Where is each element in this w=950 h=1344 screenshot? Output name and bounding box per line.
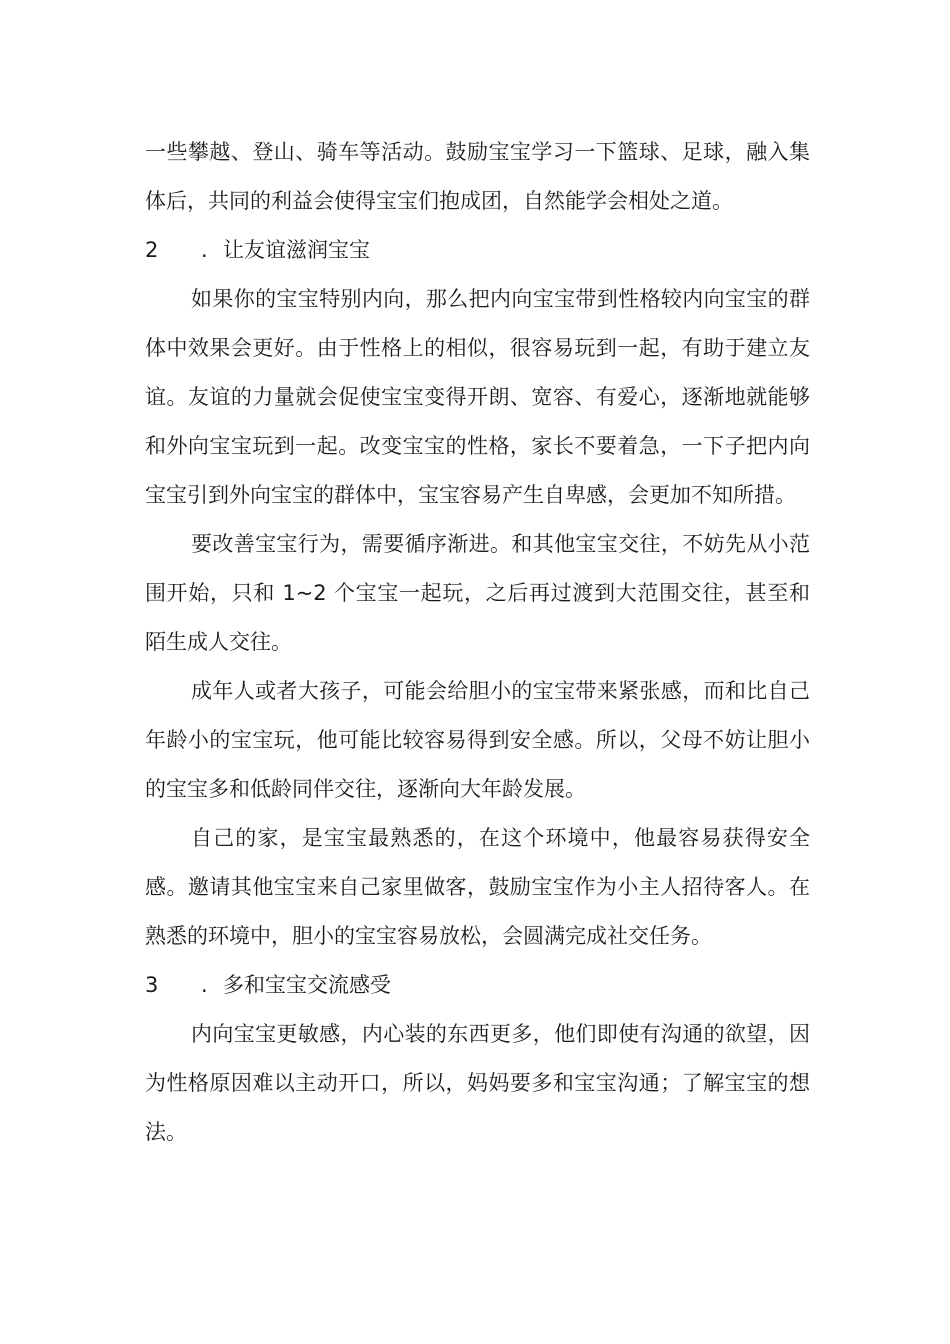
section-number: 3 [145, 973, 159, 997]
paragraph-3: 要改善宝宝行为，需要循序渐进。和其他宝宝交往，不妨先从小范围开始，只和 1~2 个宝宝一起玩，之后再过渡到大范围交往，甚至和陌生成人交往。 [145, 532, 810, 654]
section-heading-3 [145, 961, 810, 1010]
section-heading-2 [145, 226, 810, 275]
section-dot: . [201, 238, 208, 262]
paragraph-1: 一些攀越、登山、骑车等活动。鼓励宝宝学习一下篮球、足球，融入集体后，共同的利益会使得宝宝们抱成团，自然能学会相处之道。 [145, 140, 810, 213]
document-body [145, 128, 810, 1157]
paragraph-5: 自己的家，是宝宝最熟悉的，在这个环境中，他最容易获得安全感。邀请其他宝宝来自己家里做客，鼓励宝宝作为小主人招待客人。在熟悉的环境中，胆小的宝宝容易放松，会圆满完成社交任务。 [145, 826, 810, 948]
paragraph-2: 如果你的宝宝特别内向，那么把内向宝宝带到性格较内向宝宝的群体中效果会更好。由于性格上的相似，很容易玩到一起，有助于建立友谊。友谊的力量就会促使宝宝变得开朗、宽容、有爱心，逐渐地就能够和外向宝宝玩到一起。改变宝宝的性格，家长不要着急，一下子把内向宝宝引到外向宝宝的群体中，宝宝容易产生自卑感，会更加不知所措。 [145, 287, 810, 507]
paragraph-6: 内向宝宝更敏感，内心装的东西更多，他们即使有沟通的欲望，因为性格原因难以主动开口，所以，妈妈要多和宝宝沟通；了解宝宝的想法。 [145, 1022, 810, 1144]
paragraph-4: 成年人或者大孩子，可能会给胆小的宝宝带来紧张感，而和比自己年龄小的宝宝玩，他可能比较容易得到安全感。所以，父母不妨让胆小的宝宝多和低龄同伴交往，逐渐向大年龄发展。 [145, 679, 810, 801]
section-title: 多和宝宝交流感受 [223, 973, 391, 997]
section-dot: . [201, 973, 208, 997]
section-number: 2 [145, 238, 159, 262]
section-title: 让友谊滋润宝宝 [223, 238, 370, 262]
